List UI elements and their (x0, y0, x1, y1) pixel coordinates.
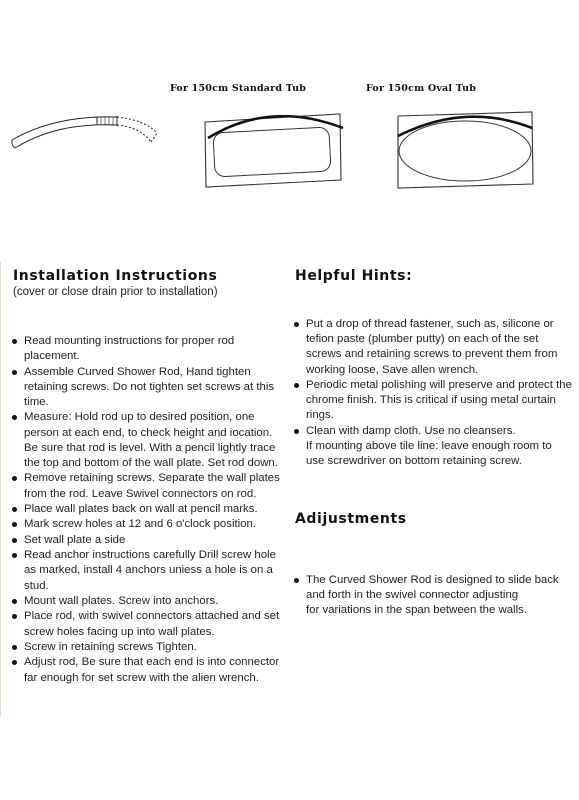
list-item: Place wall plates back on wall at pencil marks. (12, 502, 284, 517)
oval-tub-diagram (392, 108, 542, 193)
list-item: Set wall plate a side (12, 533, 284, 548)
margin-rule (0, 262, 1, 717)
installation-subtitle: (cover or close drain prior to installation) (13, 286, 218, 298)
list-item: Adjust rod, Be sure that each end is into connector far enough for set screw with the alien wrench. (12, 655, 284, 685)
list-item: Place rod, with swivel connectors attached and set screw holes facing up into wall plates. (12, 609, 284, 639)
oval-tub-caption: For 150cm Oval Tub (366, 83, 477, 94)
list-item: Assemble Curved Shower Rod, Hand tighten retaining screws. Do not tighten set screws at this time. (12, 365, 284, 411)
installation-title: Installation Instructions (13, 268, 218, 284)
hints-title: Helpful Hints: (295, 268, 413, 284)
adjustments-title: Adijustments (295, 511, 407, 527)
standard-tub-diagram (200, 108, 350, 193)
list-item: Measure: Hold rod up to desired position, one person at each end, to check height and iocation. Be sure that rod is level. With a pencil lightly trace the top and bottom of the wall plate. Set rod down. (12, 410, 284, 471)
list-item: Mark screw holes at 12 and 6 o'clock position. (12, 517, 284, 532)
installation-steps (12, 334, 284, 686)
curved-rod-diagram (5, 105, 165, 160)
standard-tub-caption: For 150cm Standard Tub (170, 83, 307, 94)
list-item: Remove retaining screws. Separate the wall plates from the rod. Leave Swivel connectors on rod. (12, 471, 284, 501)
list-item: Read anchor instructions carefully Drill screw hole as marked, install 4 anchors uniess a hole is on a stud. (12, 548, 284, 594)
list-item: The Curved Shower Rod is designed to slide back and forth in the swivel connector adjusting for variations in the span between the walls. (294, 573, 574, 619)
hints-list (294, 317, 572, 470)
list-item: Screw in retaining screws Tighten. (12, 640, 284, 655)
list-item: Read mounting instructions for proper rod placement. (12, 334, 284, 364)
list-item: Put a drop of thread fastener, such as, silicone or tefion paste (plumber putty) on each of the set screws and retaining screws to prevent them from working loose, Save allen wrench. (294, 317, 572, 378)
list-item: Clean with damp cloth. Use no cleansers. If mounting above tile line: leave enough room to use screwdriver on bottom retaining screw. (294, 424, 572, 470)
list-item: Periodic metal polishing will preserve and protect the chrome finish. This is critical if using metal curtain rings. (294, 378, 572, 424)
adjustments-list (294, 573, 574, 619)
list-item: Mount wall plates. Screw into anchors. (12, 594, 284, 609)
